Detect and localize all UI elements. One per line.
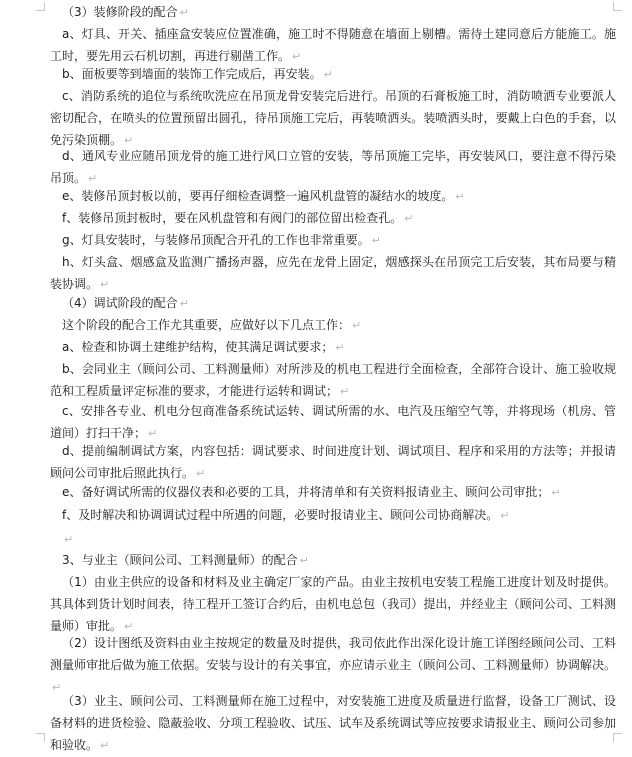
paragraph-mark-icon: ↵ [371, 234, 381, 247]
paragraph-text: g、灯具安装时，与装修吊顶配合开孔的工作也非常重要。 [62, 233, 370, 247]
paragraph-item-b [50, 63, 616, 86]
paragraph-item-2 [50, 632, 616, 699]
paragraph-text: （1）由业主供应的设备和材料及业主确定厂家的产品。由业主按机电安装工程施工进度计划及时提供。其具体到货计划时间表，待工程开工签订合约后，由机电总包（我司）提出，并经业主（顾问公司、工料测量师）审批。 [50, 575, 616, 633]
paragraph-mark-icon: ↵ [455, 190, 465, 203]
paragraph-item-g [50, 229, 616, 252]
paragraph-text: f、装修吊顶封板时，要在风机盘管和有阀门的部位留出检查孔。 [62, 211, 403, 225]
paragraph-text: b、会同业主（顾问公司、工料测量师）对所涉及的机电工程进行全面检查，全部符合设计、施工验收规范和工程质量评定标准的要求，才能进行运转和调试； [50, 362, 616, 398]
paragraph-item-b [50, 358, 616, 403]
paragraph-item-3 [50, 690, 616, 757]
paragraph-mark-icon: ↵ [179, 297, 189, 310]
paragraph-mark-icon: ↵ [124, 134, 134, 147]
paragraph-intro [50, 314, 616, 337]
paragraph-item-e [50, 185, 616, 208]
paragraph-text: （2）设计图纸及资料由业主按规定的数量及时提供，我司依此作出深化设计施工详图经顾问公司、工料测量师审批后做为施工依据。安装与设计的有关事宜，亦应请示业主（顾问公司、工料测量师）协调解决。 [50, 636, 616, 672]
paragraph-mark-icon: ↵ [88, 172, 98, 185]
paragraph-text: c、安排各专业、机电分包商准备系统试运转、调试所需的水、电汽及压缩空气等，并将现场（机房、管道间）打扫干净； [50, 404, 616, 440]
section-heading-decoration-stage [50, 1, 616, 24]
paragraph-text: c、消防系统的追位与系统吹洗应在吊顶龙骨安装完后进行。吊顶的石膏板施工时，消防喷洒专业要派人密切配合，在喷头的位置预留出圆孔，待吊顶施工完后，再装喷洒头。装喷洒头时，要戴上白色的手套，以免污染顶棚。 [50, 89, 616, 147]
paragraph-text: 这个阶段的配合工作尤其重要，应做好以下几点工作： [62, 318, 351, 332]
paragraph-item-d [50, 440, 616, 485]
paragraph-item-h [50, 251, 616, 296]
paragraph-mark-icon: ↵ [100, 739, 110, 752]
paragraph-item-c [50, 85, 616, 152]
paragraph-text: （3）装修阶段的配合 [62, 5, 178, 19]
paragraph-text: b、面板要等到墙面的装饰工作完成后，再安装。 [62, 67, 322, 81]
paragraph-mark-icon: ↵ [179, 6, 189, 19]
paragraph-item-e [50, 481, 616, 504]
paragraph-text: f、及时解决和协调调试过程中所遇的问题，必要时报请业主、顾问公司协商解决。 [62, 508, 499, 522]
paragraph-mark-icon: ↵ [323, 68, 333, 81]
margin-corner-mark [36, 2, 45, 11]
paragraph-text: a、检查和协调土建维护结构，使其满足调试要求； [62, 340, 334, 354]
paragraph-mark-icon: ↵ [148, 427, 158, 440]
paragraph-text: （4）调试阶段的配合 [62, 296, 178, 310]
paragraph-mark-icon: ↵ [124, 620, 134, 633]
paragraph-item-1 [50, 571, 616, 638]
paragraph-mark-icon: ↵ [404, 212, 414, 225]
paragraph-item-f [50, 207, 616, 230]
section-heading-owner-coordination [50, 549, 616, 572]
paragraph-item-f [50, 504, 616, 527]
margin-corner-mark [36, 733, 45, 742]
section-heading-commissioning-stage [50, 292, 616, 315]
paragraph-text: a、灯具、开关、插座盒安装应位置准确，施工时不得随意在墙面上剔槽。需待土建同意后方能施工。施工时，要先用云石机切割，再进行剔凿工作。 [50, 27, 616, 63]
paragraph-mark-icon: ↵ [299, 554, 309, 567]
paragraph-item-c [50, 400, 616, 445]
paragraph-mark-icon: ↵ [100, 278, 110, 291]
paragraph-item-a [50, 23, 616, 68]
paragraph-mark-icon: ↵ [551, 486, 561, 499]
paragraph-mark-icon: ↵ [500, 509, 510, 522]
paragraph-mark-icon: ↵ [352, 319, 362, 332]
empty-paragraph [50, 528, 616, 551]
paragraph-text: e、备好调试所需的仪器仪表和必要的工具，并将清单和有关资料报请业主、顾问公司审批； [62, 485, 550, 499]
paragraph-text: 3、与业主（顾问公司、工料测量师）的配合 [62, 553, 298, 567]
paragraph-mark-icon: ↵ [335, 341, 345, 354]
paragraph-text: （3）业主、顾问公司、工料测量师在施工过程中，对安装施工进度及质量进行监督，设备工厂测试、设备材料的进货检验、隐蔽验收、分项工程验收、试压、试车及系统调试等应按要求请报业主、顾问公司参加和验收。 [50, 694, 616, 752]
paragraph-item-d [50, 145, 616, 190]
paragraph-item-a [50, 336, 616, 359]
paragraph-text: d、通风专业应随吊顶龙骨的施工进行风口立管的安装，等吊顶施工完毕，再安装风口，要注意不得污染吊顶。 [50, 149, 616, 185]
paragraph-mark-icon: ↵ [340, 385, 350, 398]
paragraph-text: h、灯头盒、烟感盒及监测广播扬声器，应先在龙骨上固定，烟感探头在吊顶完工后安装，其布局要与精装协调。 [50, 255, 616, 291]
paragraph-text: d、提前编制调试方案，内容包括：调试要求、时间进度计划、调试项目、程序和采用的方法等；并报请顾问公司审批后照此执行。 [50, 444, 616, 480]
paragraph-text: e、装修吊顶封板以前，要再仔细检查调整一遍风机盘管的凝结水的坡度。 [62, 189, 454, 203]
paragraph-mark-icon: ↵ [196, 467, 206, 480]
paragraph-mark-icon: ↵ [64, 533, 74, 546]
paragraph-mark-icon: ↵ [52, 681, 62, 694]
paragraph-mark-icon: ↵ [292, 50, 302, 63]
